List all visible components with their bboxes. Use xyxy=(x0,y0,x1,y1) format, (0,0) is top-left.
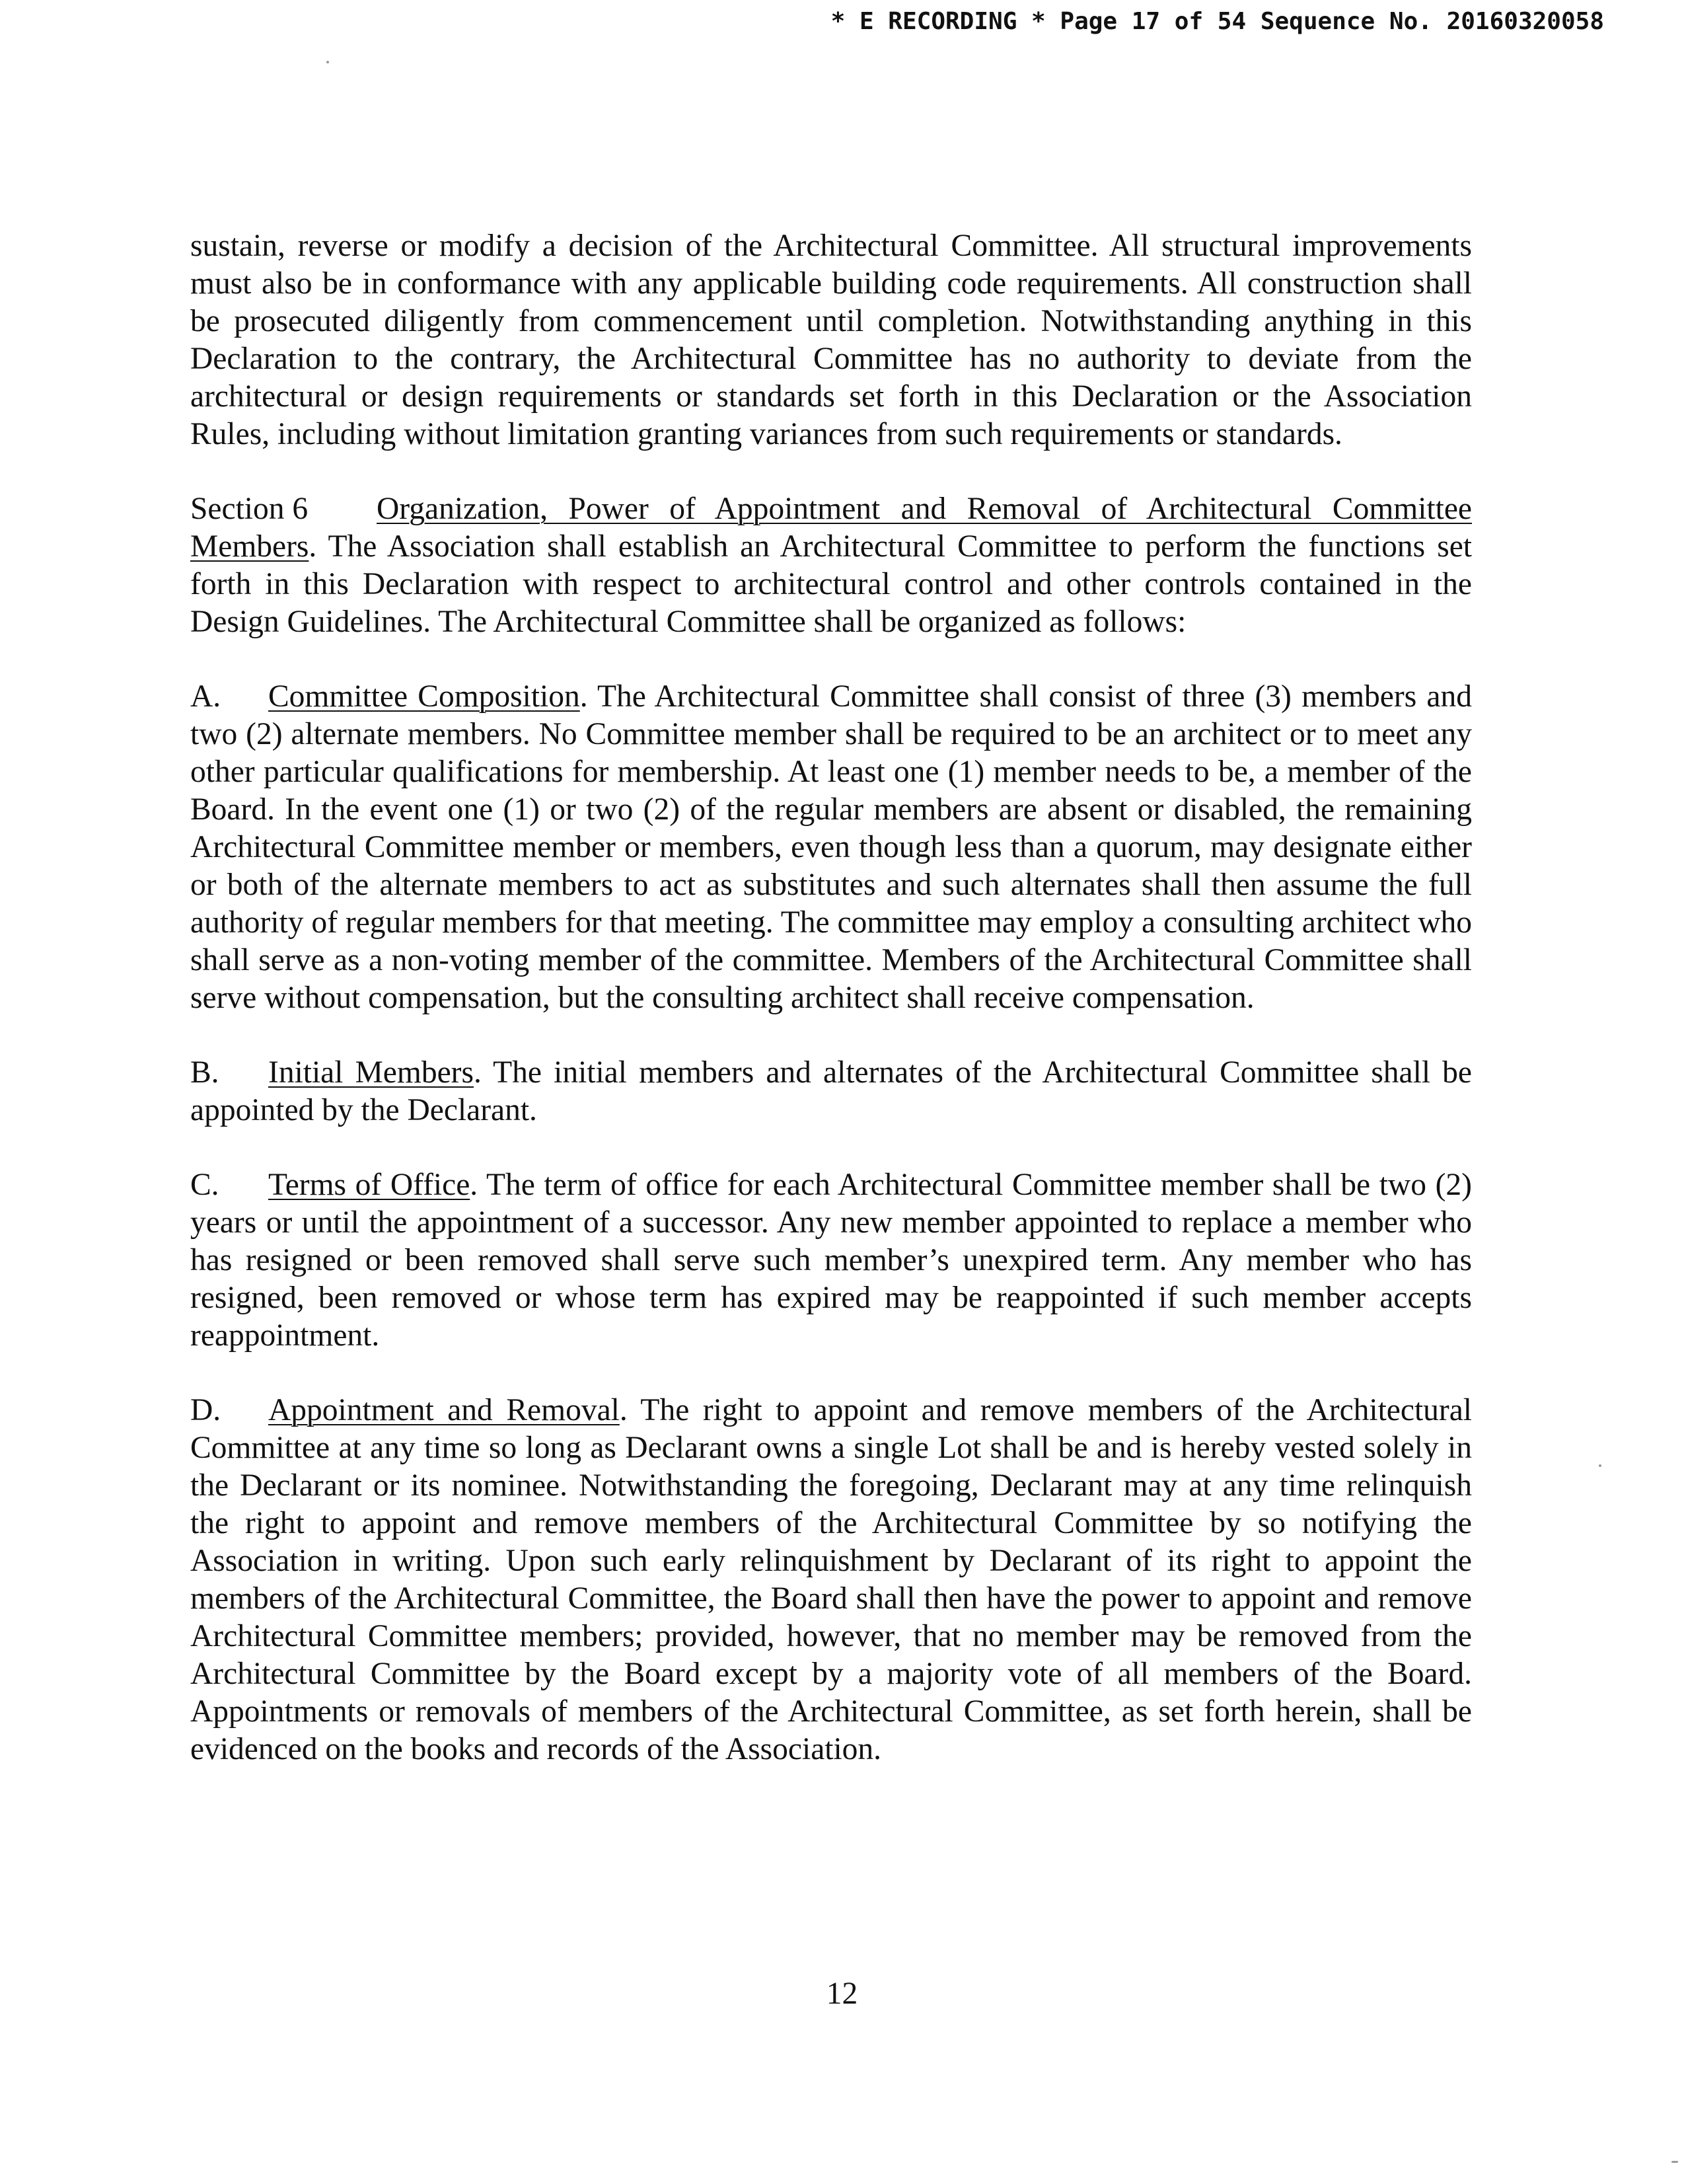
subsection-body: . The term of office for each Architectural Committee member shall be two (2) years or until the appointment of a successor. Any new member appointed to replace a member who has resigned or been removed shall serve such member’s unexpired term. Any member who has resigned, been removed or whose term has expired may be reappointed if such member accepts reappointment. xyxy=(190,1168,1472,1353)
subsection-title: Appointment and Removal xyxy=(268,1393,620,1427)
scan-speck xyxy=(326,61,329,63)
subsection-c xyxy=(190,1166,1472,1355)
section-label: Section 6 xyxy=(190,492,309,526)
section-6-paragraph xyxy=(190,490,1472,641)
subsection-title: Terms of Office xyxy=(268,1168,470,1202)
subsection-title: Committee Composition xyxy=(268,679,580,714)
document-body xyxy=(190,227,1472,1805)
subsection-letter: D. xyxy=(190,1393,221,1427)
scan-speck xyxy=(1599,1464,1601,1467)
subsection-body: . The initial members and alternates of the Architectural Committee shall be appointed by the Declarant. xyxy=(190,1055,1473,1127)
recording-header: * E RECORDING * Page 17 of 54 Sequence No. 20160320058 xyxy=(830,8,1604,35)
section-body: . The Association shall establish an Architectural Committee to perform the functions set forth in this Declaration with respect to architectural control and other controls contained in the Design Guidelines. The Architectural Committee shall be organized as follows: xyxy=(190,529,1472,639)
subsection-a xyxy=(190,678,1472,1017)
section-title: Organization, Power of Appointment and Removal of Architectural Committee Members xyxy=(190,492,1472,564)
intro-paragraph: sustain, reverse or modify a decision of the Architectural Committee. All structural improvements must also be in conformance with any applicable building code requirements. All construction shall be prosecuted diligently from commencement until completion. Notwithstanding anything in this Declaration to the contrary, the Architectural Committee has no authority to deviate from the architectural or design requirements or standards set forth in this Declaration or the Association Rules, including without limitation granting variances from such requirements or standards. xyxy=(190,229,1472,451)
subsection-title: Initial Members xyxy=(268,1055,474,1090)
subsection-letter: C. xyxy=(190,1168,219,1202)
subsection-body: . The Architectural Committee shall consist of three (3) members and two (2) alternate members. No Committee member shall be required to be an architect or to meet any other particular qualifications for membership. At least one (1) member needs to be, a member of the Board. In the event one (1) or two (2) of the regular members are absent or disabled, the remaining Architectural Committee member or members, even though less than a quorum, may designate either or both of the alternate members to act as substitutes and such alternates shall then assume the full authority of regular members for that meeting. The committee may employ a consulting architect who shall serve as a non-voting member of the committee. Members of the Architectural Committee shall serve without compensation, but the consulting architect shall receive compensation. xyxy=(190,679,1472,1015)
subsection-d xyxy=(190,1392,1472,1768)
page-number: 12 xyxy=(826,1977,858,2011)
subsection-body: . The right to appoint and remove members of the Architectural Committee at any time so long as Declarant owns a single Lot shall be and is hereby vested solely in the Declarant or its nominee. Notwithstanding the foregoing, Declarant may at any time relinquish the right to appoint and remove members of the Architectural Committee by so notifying the Association in writing. Upon such early relinquishment by Declarant of its right to appoint the members of the Architectural Committee, the Board shall then have the power to appoint and remove Architectural Committee members; provided, however, that no member may be removed from the Architectural Committee by the Board except by a majority vote of all members of the Board. Appointments or removals of members of the Architectural Committee, as set forth herein, shall be evidenced on the books and records of the Association. xyxy=(190,1393,1473,1766)
scan-speck xyxy=(1671,2161,1678,2163)
subsection-letter: A. xyxy=(190,679,221,714)
subsection-letter: B. xyxy=(190,1055,219,1090)
subsection-b xyxy=(190,1054,1472,1129)
